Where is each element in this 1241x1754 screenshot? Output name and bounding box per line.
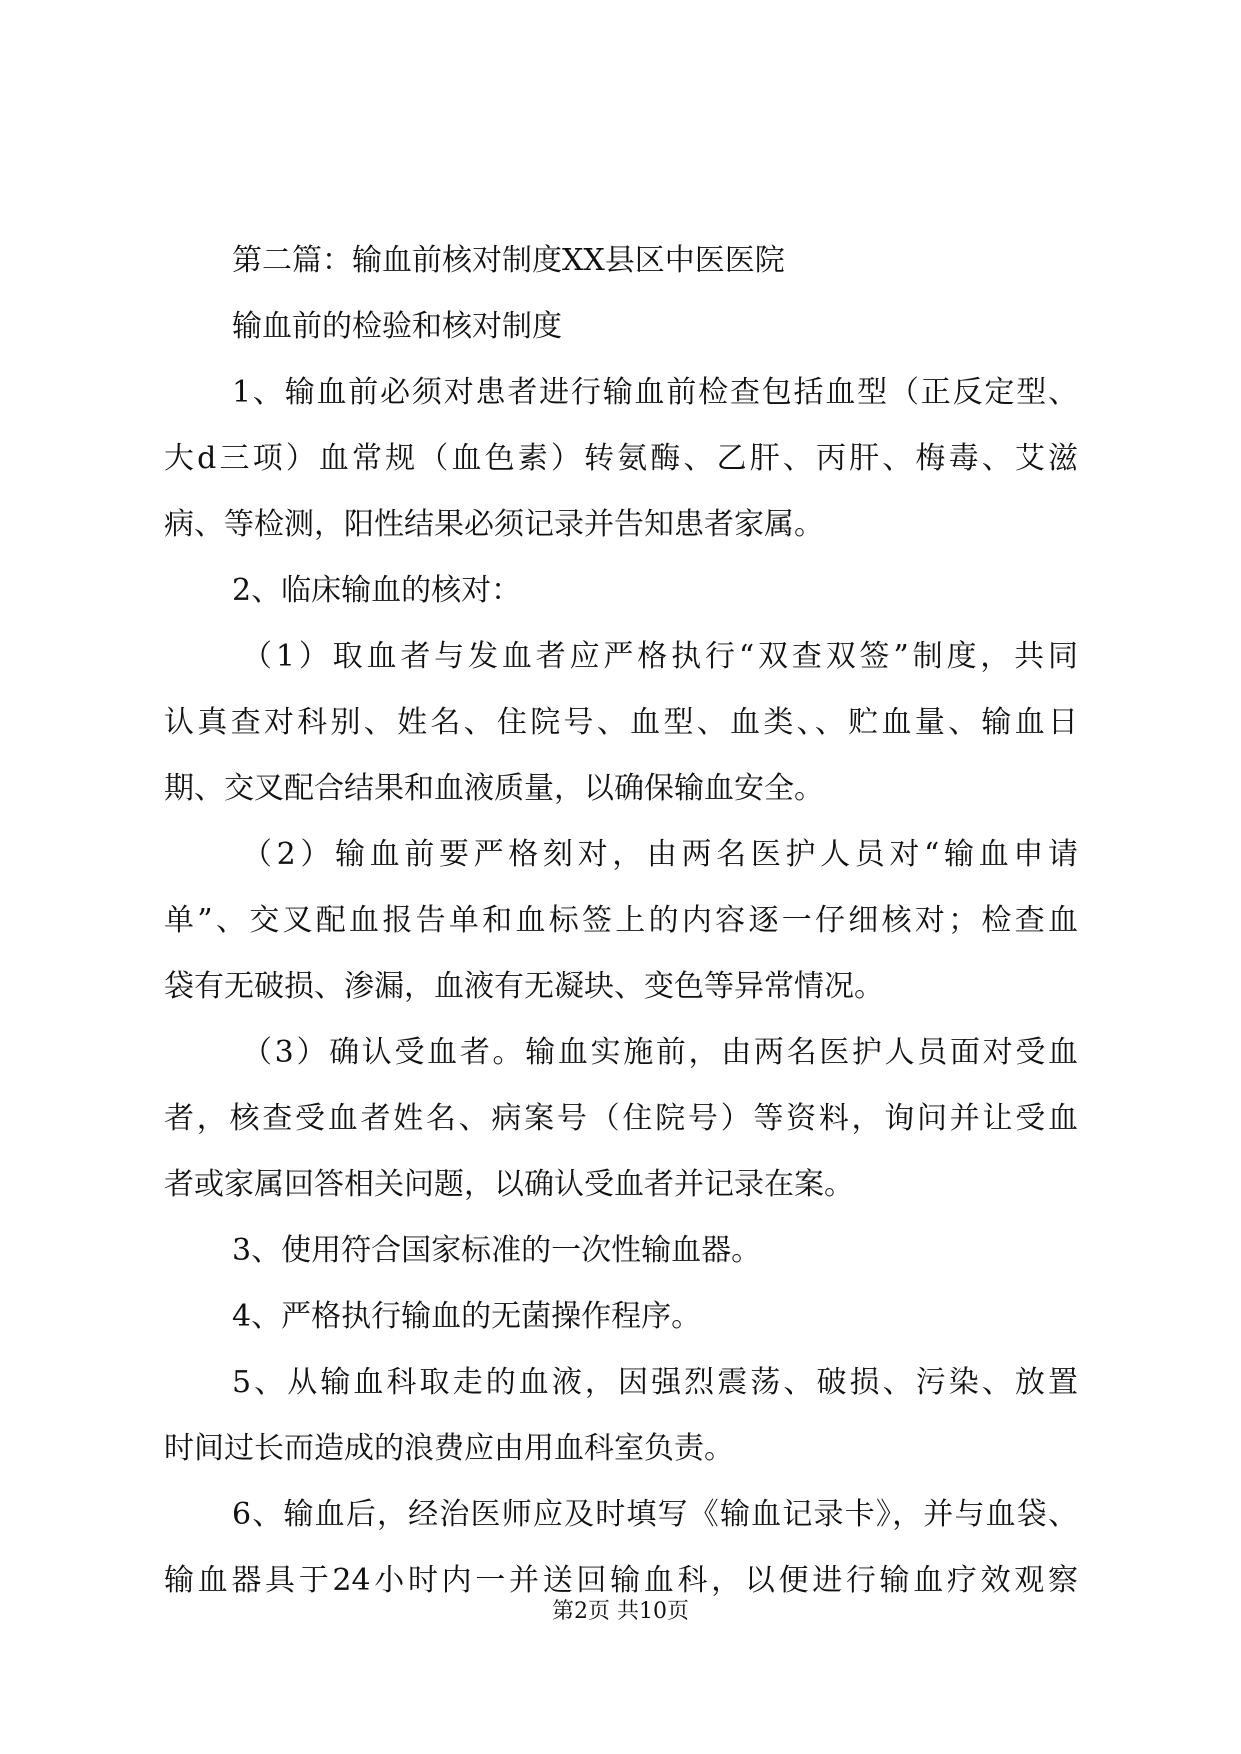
text-line: 第二篇：输血前核对制度XX县区中医医院	[232, 243, 785, 278]
text-line: 病、等检测，阳性结果必须记录并告知患者家属。	[164, 507, 824, 542]
text-line: 2、临床输血的核对：	[232, 573, 522, 608]
text-line: 4、严格执行输血的无菌操作程序。	[232, 1299, 702, 1334]
text-line: 5、从输血科取走的血液，因强烈震荡、破损、污染、放置	[232, 1365, 1078, 1400]
document-body	[164, 228, 1078, 1614]
text-line: 大d三项）血常规（血色素）转氨酶、乙肝、丙肝、梅毒、艾滋	[164, 441, 1078, 476]
page-footer: 第2页 共10页	[552, 1599, 689, 1624]
text-line: 者或家属回答相关问题，以确认受血者并记录在案。	[164, 1167, 854, 1202]
text-line: （3）确认受血者。输血实施前，由两名医护人员面对受血	[242, 1035, 1078, 1070]
text-line: 输血器具于24小时内一并送回输血科，以便进行输血疗效观察	[164, 1563, 1078, 1598]
text-line: 期、交叉配合结果和血液质量，以确保输血安全。	[164, 771, 824, 806]
text-line: 输血前的检验和核对制度	[232, 309, 562, 344]
text-line: 3、使用符合国家标准的一次性输血器。	[232, 1233, 762, 1268]
text-line: 袋有无破损、渗漏，血液有无凝块、变色等异常情况。	[164, 969, 884, 1004]
text-line: 认真查对科别、姓名、住院号、血型、血类、、贮血量、输血日	[164, 705, 1078, 740]
text-line: 时间过长而造成的浪费应由用血科室负责。	[164, 1431, 734, 1466]
text-line: 单”、交叉配血报告单和血标签上的内容逐一仔细核对；检查血	[164, 903, 1078, 938]
text-line: （1）取血者与发血者应严格执行“双查双签”制度，共同	[242, 639, 1078, 674]
text-line: 者，核查受血者姓名、病案号（住院号）等资料，询问并让受血	[164, 1101, 1078, 1136]
text-line: 6、输血后，经治医师应及时填写《输血记录卡》，并与血袋、	[232, 1497, 1078, 1532]
text-line: 1、输血前必须对患者进行输血前检查包括血型（正反定型、	[232, 375, 1078, 410]
text-line: （2）输血前要严格刻对，由两名医护人员对“输血申请	[242, 837, 1078, 872]
